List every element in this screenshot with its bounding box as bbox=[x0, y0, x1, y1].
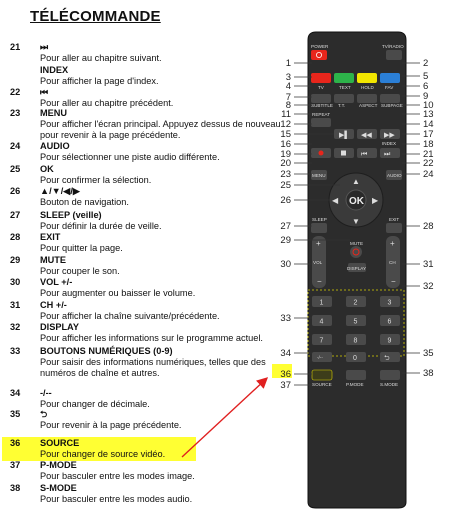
callout-number: 3 bbox=[285, 72, 291, 83]
callout-number: 38 bbox=[423, 368, 434, 379]
subtitle-button[interactable] bbox=[311, 94, 331, 103]
vol-plus-icon: + bbox=[316, 239, 321, 248]
callout-number: 1 bbox=[285, 58, 291, 69]
list-item-title: ⮌ bbox=[40, 409, 48, 419]
callout-number: 20 bbox=[280, 158, 291, 169]
list-item-number: 38 bbox=[10, 483, 21, 493]
ch-minus-icon: − bbox=[391, 277, 396, 286]
list-item-title: DISPLAY bbox=[40, 322, 79, 332]
audio-label: AUDIO bbox=[387, 173, 402, 178]
list-item bbox=[10, 300, 285, 322]
list-item bbox=[10, 164, 285, 186]
list-item-description: Bouton de navigation. bbox=[40, 196, 129, 207]
callout-number: 6 bbox=[423, 81, 429, 92]
callout-number: 5 bbox=[423, 71, 429, 82]
list-item-number: 30 bbox=[10, 277, 21, 287]
list-item-description: Pour aller au chapitre précédent. bbox=[40, 97, 174, 108]
list-item-description: Pour changer de source vidéo. bbox=[40, 448, 166, 459]
callout-number: 15 bbox=[280, 129, 291, 140]
nav-right-icon[interactable]: ▶ bbox=[372, 196, 379, 205]
list-item-heading bbox=[10, 322, 285, 333]
callout-number: 24 bbox=[423, 169, 434, 180]
list-item-description: Pour quitter la page. bbox=[40, 242, 123, 253]
list-item-title: VOL +/- bbox=[40, 277, 73, 287]
mute-label: MUTE bbox=[350, 241, 364, 246]
pmode-button[interactable] bbox=[346, 370, 366, 380]
list-item-title: S-MODE bbox=[40, 483, 77, 493]
list-item bbox=[10, 460, 285, 482]
digit-label: 1 bbox=[319, 299, 324, 307]
callout-number: 9 bbox=[423, 91, 429, 102]
subpage-label: SUBPAGE bbox=[381, 103, 403, 108]
list-item bbox=[10, 87, 285, 109]
list-item-description: Pour augmenter ou baisser le volume. bbox=[40, 287, 196, 298]
digit-label: 9 bbox=[387, 337, 392, 345]
ok-label: OK bbox=[349, 196, 364, 207]
list-item-heading bbox=[10, 141, 285, 152]
list-item-number: 37 bbox=[10, 460, 21, 470]
radio-label: TV/RADIO bbox=[382, 44, 404, 49]
back-button[interactable] bbox=[380, 352, 400, 362]
list-item-heading bbox=[10, 483, 285, 494]
list-item bbox=[10, 65, 285, 87]
list-item-title: EXIT bbox=[40, 232, 61, 242]
list-item bbox=[10, 388, 285, 410]
digit-label: 3 bbox=[387, 299, 392, 307]
callout-number: 37 bbox=[280, 380, 291, 391]
list-item bbox=[10, 108, 285, 140]
callout-number: 14 bbox=[423, 119, 434, 130]
record-icon bbox=[319, 151, 324, 156]
source-button[interactable] bbox=[312, 370, 332, 380]
list-item bbox=[2, 437, 196, 461]
power-label: POWER bbox=[311, 44, 329, 49]
callout-number: 10 bbox=[423, 100, 434, 111]
list-item-title: MUTE bbox=[40, 255, 67, 265]
subtitle-label: SUBTITLE bbox=[311, 103, 333, 108]
stop-icon bbox=[341, 151, 346, 156]
list-item-heading bbox=[10, 300, 285, 311]
list-item-number: 24 bbox=[10, 141, 21, 151]
list-item-title: ⏮ bbox=[40, 87, 49, 97]
list-item bbox=[10, 483, 285, 505]
tv-label: TV bbox=[318, 85, 324, 90]
callout-number: 35 bbox=[423, 348, 434, 359]
list-item-heading bbox=[10, 460, 285, 471]
hold-label: HOLD bbox=[361, 85, 374, 90]
callout-number: 23 bbox=[280, 169, 291, 180]
aspect-label: ASPECT bbox=[359, 103, 378, 108]
list-item-title: P-MODE bbox=[40, 460, 77, 470]
list-item bbox=[10, 255, 285, 277]
digit-label: 2 bbox=[353, 299, 358, 307]
numeric-keypad bbox=[312, 296, 400, 345]
list-item bbox=[10, 322, 285, 344]
green-button[interactable] bbox=[334, 73, 354, 83]
list-item-heading bbox=[10, 388, 285, 399]
list-item-number: 21 bbox=[10, 42, 21, 52]
list-item-description: Pour revenir à la page précédente. bbox=[40, 419, 182, 430]
remote-svg bbox=[270, 30, 450, 510]
list-item-description: Pour afficher l'écran principal. Appuyez dessus de nouveau pour revenir à la page précédente. bbox=[40, 118, 281, 140]
vol-label: VOL bbox=[313, 260, 323, 265]
list-item-heading bbox=[10, 108, 285, 119]
callout-number: 12 bbox=[280, 119, 291, 130]
list-item-description: Pour confirmer la sélection. bbox=[40, 174, 152, 185]
sleep-label: SLEEP bbox=[312, 217, 327, 222]
list-item-number: 34 bbox=[10, 388, 21, 398]
list-item-title: SLEEP (veille) bbox=[40, 210, 102, 220]
callout-number: 36 bbox=[280, 369, 291, 380]
list-item-number: 33 bbox=[10, 346, 21, 356]
rewind-icon: ◀◀ bbox=[361, 132, 372, 139]
list-item-description: Pour définir la durée de veille. bbox=[40, 220, 162, 231]
callout-number: 26 bbox=[280, 195, 291, 206]
digit-label: 4 bbox=[319, 318, 324, 326]
list-item-heading bbox=[10, 409, 285, 420]
list-item-description: Pour afficher la page d'index. bbox=[40, 75, 159, 86]
callout-number: 19 bbox=[280, 149, 291, 160]
list-item bbox=[10, 232, 285, 254]
blue-button[interactable] bbox=[380, 73, 400, 83]
sleep-button[interactable] bbox=[311, 223, 327, 233]
list-item-description: Pour aller au chapitre suivant. bbox=[40, 52, 162, 63]
back-icon: ⮌ bbox=[384, 355, 390, 362]
smode-label: S.MODE bbox=[380, 382, 399, 387]
list-item bbox=[10, 277, 285, 299]
callout-number: 16 bbox=[280, 139, 291, 150]
list-item-heading bbox=[10, 186, 285, 197]
callout-number: 31 bbox=[423, 259, 434, 270]
list-item-number: 35 bbox=[10, 409, 21, 419]
list-item-title: MENU bbox=[40, 108, 68, 118]
callout-number: 33 bbox=[280, 313, 291, 324]
txt-label: TEXT bbox=[339, 85, 351, 90]
menu-label: MENU bbox=[312, 173, 326, 178]
list-item-description: Pour afficher les informations sur le programme actuel. bbox=[40, 332, 263, 343]
fav-label: FAV bbox=[385, 85, 394, 90]
list-item-number: 25 bbox=[10, 164, 21, 174]
list-item-description: Pour sélectionner une piste audio différente. bbox=[40, 151, 220, 162]
list-item bbox=[10, 42, 285, 64]
list-item-description: Pour changer de décimale. bbox=[40, 398, 150, 409]
list-item bbox=[10, 141, 285, 163]
list-item-number: 29 bbox=[10, 255, 21, 265]
list-item-heading bbox=[10, 42, 285, 53]
list-item-heading bbox=[10, 65, 285, 76]
callout-number: 8 bbox=[285, 100, 291, 111]
callout-number: 28 bbox=[423, 221, 434, 232]
list-item-heading bbox=[10, 277, 285, 288]
digit-label: 8 bbox=[353, 337, 358, 345]
callout-number: 22 bbox=[423, 158, 434, 169]
list-item-number: 23 bbox=[10, 108, 21, 118]
list-item-heading bbox=[10, 346, 285, 357]
list-item-title: SOURCE bbox=[40, 438, 80, 448]
callout-number: 25 bbox=[280, 180, 291, 191]
list-item-number: 27 bbox=[10, 210, 21, 220]
callout-number: 4 bbox=[285, 81, 291, 92]
list-item-number: 32 bbox=[10, 322, 21, 332]
list-item-title: BOUTONS NUMÉRIQUES (0-9) bbox=[40, 346, 173, 356]
list-item-title: OK bbox=[40, 164, 54, 174]
tt-button[interactable] bbox=[334, 94, 354, 103]
list-item bbox=[10, 186, 285, 208]
callout-number: 30 bbox=[280, 259, 291, 270]
list-item bbox=[10, 409, 285, 431]
callout-number: 17 bbox=[423, 129, 434, 140]
callout-number: 18 bbox=[423, 139, 434, 150]
exit-label: EXIT bbox=[389, 217, 400, 222]
list-item-title: CH +/- bbox=[40, 300, 67, 310]
pmode-label: P.MODE bbox=[346, 382, 364, 387]
exit-button[interactable] bbox=[386, 223, 402, 233]
list-item-heading bbox=[10, 210, 285, 221]
ch-label: CH bbox=[389, 260, 396, 265]
aspect-button[interactable] bbox=[357, 94, 377, 103]
list-item-heading bbox=[10, 164, 285, 175]
list-item-title: -/-- bbox=[40, 388, 52, 398]
list-item-heading bbox=[10, 232, 285, 243]
list-item-heading bbox=[10, 87, 285, 98]
callout-number: 13 bbox=[423, 109, 434, 120]
list-item-number: 36 bbox=[10, 438, 21, 448]
repeat-label: REPEAT bbox=[312, 112, 331, 117]
list-item bbox=[10, 210, 285, 232]
repeat-button[interactable] bbox=[311, 118, 331, 127]
digit-label: 7 bbox=[319, 337, 324, 345]
nav-down-icon[interactable]: ▼ bbox=[352, 217, 360, 226]
callout-number: 21 bbox=[423, 149, 434, 160]
callout-number: 32 bbox=[423, 281, 434, 292]
list-item-description: Pour basculer entre les modes audio. bbox=[40, 493, 193, 504]
callout-number: 11 bbox=[281, 109, 291, 120]
tt-label: T.T. bbox=[338, 103, 346, 108]
power-button[interactable] bbox=[311, 50, 327, 60]
index-label: INDEX bbox=[382, 141, 397, 146]
smode-button[interactable] bbox=[380, 370, 400, 380]
page-title: TÉLÉCOMMANDE bbox=[30, 8, 161, 25]
ch-plus-icon: + bbox=[390, 239, 395, 248]
subpage-button[interactable] bbox=[380, 94, 400, 103]
list-item-title: ⏭ bbox=[40, 42, 49, 52]
yellow-button[interactable] bbox=[357, 73, 377, 83]
nav-left-icon[interactable]: ◀ bbox=[332, 196, 339, 205]
prev-chapter-icon: ⏮ bbox=[361, 151, 368, 158]
list-item-number: 22 bbox=[10, 87, 21, 97]
list-item-title: INDEX bbox=[40, 65, 69, 75]
list-item-number: 31 bbox=[10, 300, 21, 310]
forward-icon: ▶▶ bbox=[384, 132, 395, 139]
nav-up-icon[interactable]: ▲ bbox=[352, 177, 360, 186]
zero-label: 0 bbox=[353, 355, 357, 362]
remote-diagram bbox=[270, 30, 450, 515]
mute-button[interactable] bbox=[350, 246, 362, 258]
list-item-number: 28 bbox=[10, 232, 21, 242]
callout-number: 29 bbox=[280, 235, 291, 246]
vol-minus-icon: − bbox=[317, 277, 322, 286]
list-item-description: Pour saisir des informations numériques, telles que des numéros de chaîne et autres. bbox=[40, 356, 266, 378]
play-pause-icon: ▶▌ bbox=[339, 132, 350, 139]
list-item-title: ▲/▼/◀/▶ bbox=[40, 186, 80, 196]
next-chapter-icon: ⏭ bbox=[384, 151, 391, 158]
list-item-heading bbox=[10, 255, 285, 266]
list-item bbox=[10, 346, 285, 378]
list-item-number: 26 bbox=[10, 186, 21, 196]
digit-label: 6 bbox=[387, 318, 392, 326]
list-item-description: Pour couper le son. bbox=[40, 265, 120, 276]
list-item-title: AUDIO bbox=[40, 141, 70, 151]
list-item-description: Pour afficher la chaîne suivante/précédente. bbox=[40, 310, 220, 321]
callout-number: 27 bbox=[280, 221, 291, 232]
dash-label: -/-- bbox=[317, 355, 323, 360]
red-button[interactable] bbox=[311, 73, 331, 83]
list-item-description: Pour basculer entre les modes image. bbox=[40, 470, 195, 481]
radio-button[interactable] bbox=[386, 50, 402, 60]
list-item-heading bbox=[10, 438, 196, 449]
digit-label: 5 bbox=[353, 318, 358, 326]
source-label: SOURCE bbox=[312, 382, 332, 387]
callout-number: 7 bbox=[285, 92, 291, 103]
callout-number: 2 bbox=[423, 58, 429, 69]
callout-number: 34 bbox=[280, 348, 291, 359]
display-label: DISPLAY bbox=[347, 266, 367, 271]
